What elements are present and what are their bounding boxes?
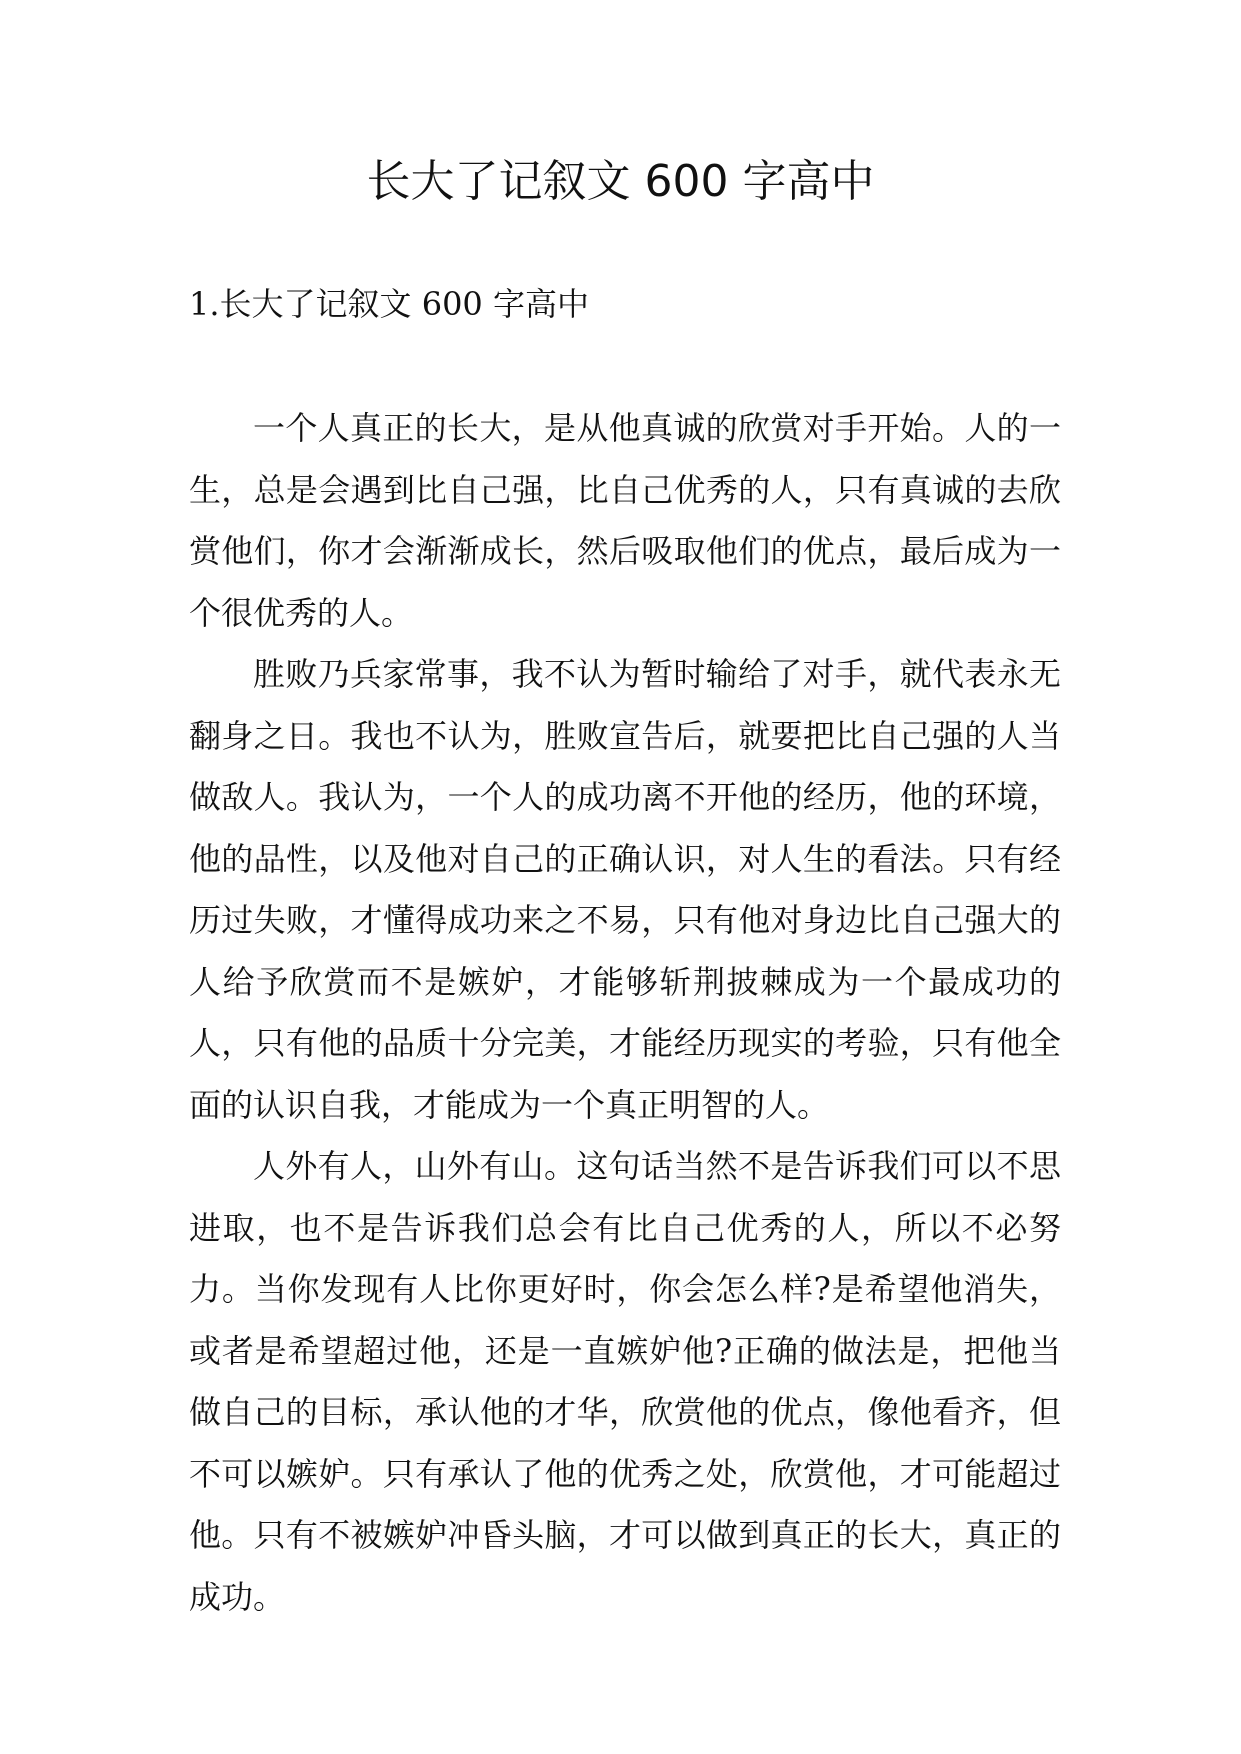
document-title: 长大了记叙文 600 字高中 (366, 156, 875, 207)
section-heading: 1.长大了记叙文 600 字高中 (189, 285, 589, 323)
paragraph-2: 胜败乃兵家常事，我不认为暂时输给了对手，就代表永无翻身之日。我也不认为，胜败宣告后，就要把比自己强的人当做敌人。我认为，一个人的成功离不开他的经历，他的环境，他的品性，以及他对自己的正确认识，对人生的看法。只有经历过失败，才懂得成功来之不易，只有他对身边比自己强大的人给予欣赏而不是嫉妒，才能够斩荆披棘成为一个最成功的人，只有他的品质十分完美，才能经历现实的考验，只有他全面的认识自我，才能成为一个真正明智的人。 (189, 655, 1061, 1124)
paragraph-1: 一个人真正的长大，是从他真诚的欣赏对手开始。人的一生，总是会遇到比自己强，比自己优秀的人，只有真诚的去欣赏他们，你才会渐渐成长，然后吸取他们的优点，最后成为一个很优秀的人。 (189, 409, 1061, 632)
document-body (189, 398, 1061, 1628)
paragraph-3: 人外有人，山外有山。这句话当然不是告诉我们可以不思进取，也不是告诉我们总会有比自己优秀的人，所以不必努力。当你发现有人比你更好时，你会怎么样?是希望他消失，或者是希望超过他，还是一直嫉妒他?正确的做法是，把他当做自己的目标，承认他的才华，欣赏他的优点，像他看齐，但不可以嫉妒。只有承认了他的优秀之处，欣赏他，才可能超过他。只有不被嫉妒冲昏头脑，才可以做到真正的长大，真正的成功。 (189, 1147, 1061, 1616)
